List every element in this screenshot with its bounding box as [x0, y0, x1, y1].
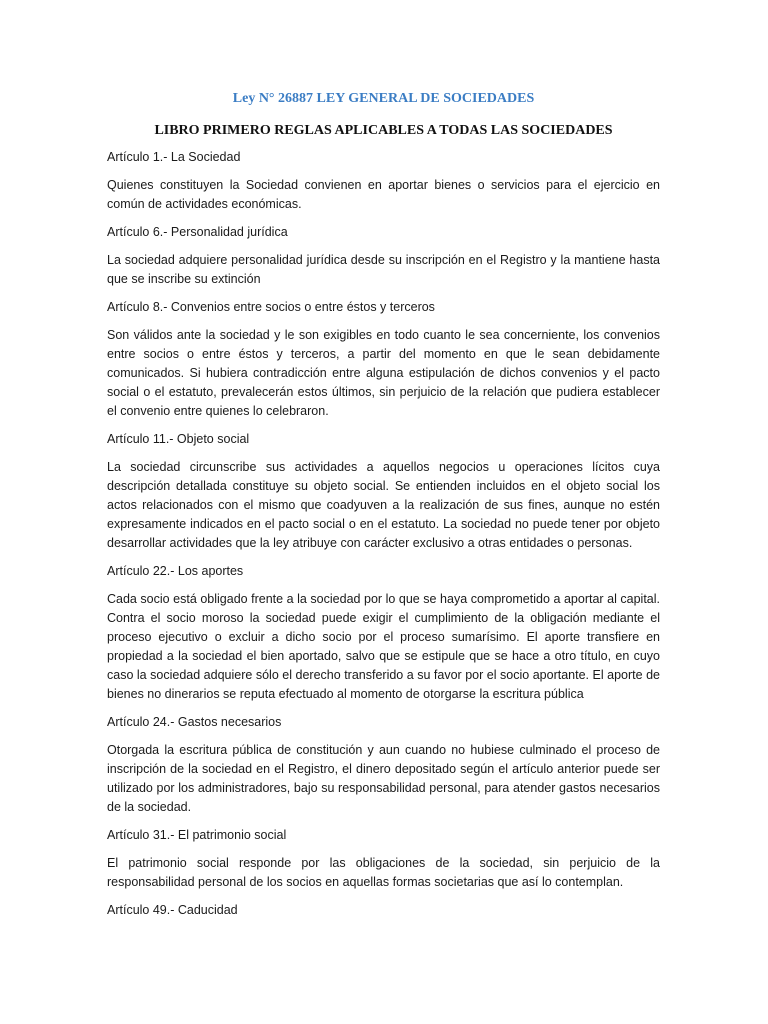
article-body: Quienes constituyen la Sociedad convienen en aportar bienes o servicios para el ejercicio en común de actividades económicas. — [107, 178, 660, 211]
article-body: Son válidos ante la sociedad y le son exigibles en todo cuanto le sea concerniente, los convenios entre socios o entre éstos y terceros, a partir del momento en que le sean debidamente comunicados. Si hubiera contradicción entre alguna estipulación de dichos convenios y el pacto social o el estatuto, prevalecerán estos últimos, sin perjuicio de la relación que pudiera establecer el convenio entre quienes lo celebraron. — [107, 328, 660, 418]
article-section — [107, 430, 660, 553]
article-body: La sociedad circunscribe sus actividades a aquellos negocios u operaciones lícitos cuya descripción detallada constituye su objeto social. Se entienden incluidos en el objeto social los actos relacionados con el mismo que coadyuven a la realización de sus fines, aunque no estén expresamente indicados en el pacto social o en el estatuto. La sociedad no puede tener por objeto desarrollar actividades que la ley atribuye con carácter exclusivo a otras entidades o personas. — [107, 460, 660, 550]
article-heading: Artículo 24.- Gastos necesarios — [107, 715, 282, 729]
article-section — [107, 148, 660, 214]
article-body: El patrimonio social responde por las obligaciones de la sociedad, sin perjuicio de la responsabilidad personal de los socios en aquellas formas societarias que así lo contemplan. — [107, 856, 660, 889]
article-section — [107, 826, 660, 892]
article-section — [107, 713, 660, 817]
article-section — [107, 901, 660, 920]
article-section — [107, 298, 660, 421]
article-heading: Artículo 22.- Los aportes — [107, 564, 244, 578]
article-section — [107, 223, 660, 289]
document-subtitle: LIBRO PRIMERO REGLAS APLICABLES A TODAS LAS SOCIEDADES — [154, 123, 613, 138]
article-section — [107, 562, 660, 704]
article-heading: Artículo 11.- Objeto social — [107, 432, 250, 446]
document-page — [107, 88, 660, 929]
article-heading: Artículo 8.- Convenios entre socios o entre éstos y terceros — [107, 300, 435, 314]
article-body: Cada socio está obligado frente a la sociedad por lo que se haya comprometido a aportar al capital. Contra el socio moroso la sociedad puede exigir el cumplimiento de la obligación mediante el proceso ejecutivo o excluir a dicho socio por el proceso sumarísimo. El aporte transfiere en propiedad a la sociedad el bien aportado, salvo que se estipule que se hace a otro título, en cuyo caso la sociedad adquiere sólo el derecho transferido a su favor por el socio aportante. El aporte de bienes no dinerarios se reputa efectuado al momento de otorgarse la escritura pública — [107, 592, 660, 701]
document-title: Ley N° 26887 LEY GENERAL DE SOCIEDADES — [232, 91, 535, 106]
article-heading: Artículo 1.- La Sociedad — [107, 150, 241, 164]
article-heading: Artículo 6.- Personalidad jurídica — [107, 225, 288, 239]
article-heading: Artículo 31.- El patrimonio social — [107, 828, 287, 842]
article-heading: Artículo 49.- Caducidad — [107, 903, 238, 917]
article-body: Otorgada la escritura pública de constitución y aun cuando no hubiese culminado el proceso de inscripción de la sociedad en el Registro, el dinero depositado según el artículo anterior puede ser utilizado por los administradores, bajo su responsabilidad personal, para atender gastos necesarios de la sociedad. — [107, 743, 660, 814]
article-body: La sociedad adquiere personalidad jurídica desde su inscripción en el Registro y la mantiene hasta que se inscribe su extinción — [107, 253, 660, 286]
